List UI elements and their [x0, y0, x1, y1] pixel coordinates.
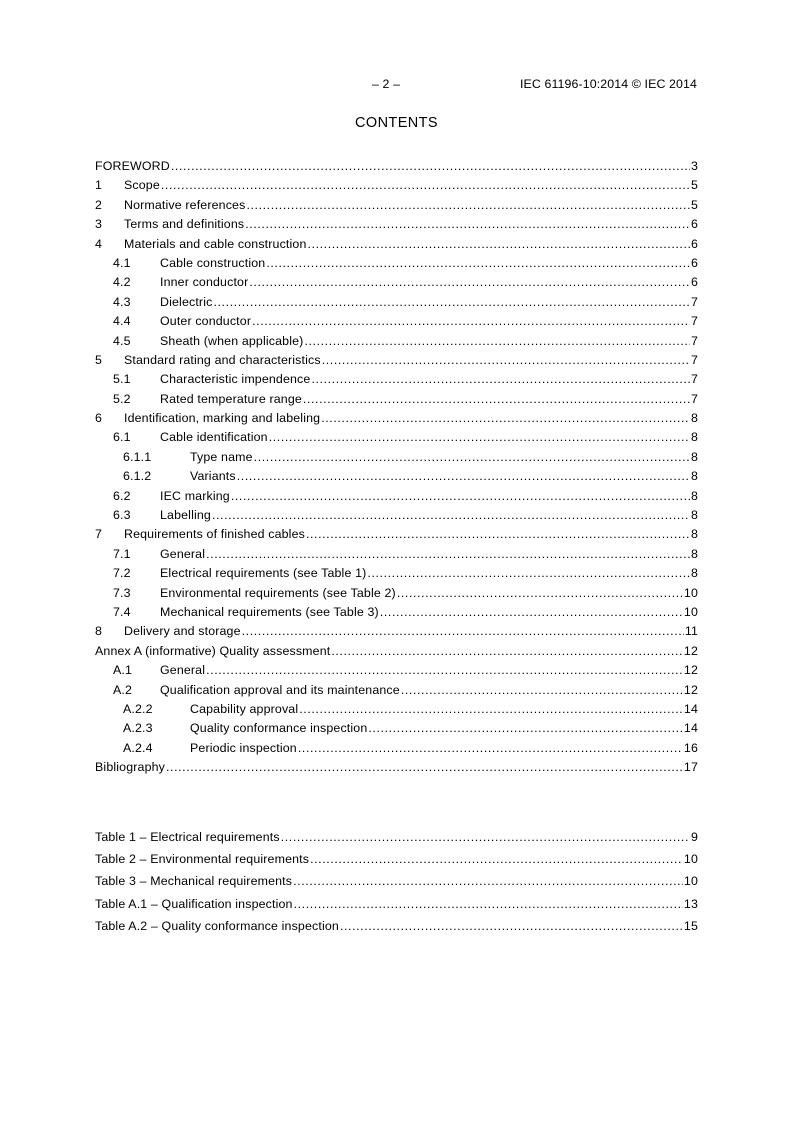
toc-entry-title: FOREWORD — [95, 159, 170, 173]
toc-entry-number: 5.2 — [113, 391, 131, 406]
toc-entry[interactable] — [95, 700, 698, 719]
dot-leader — [294, 893, 683, 915]
toc-entry-number: 7 — [95, 527, 103, 542]
toc-entry[interactable] — [95, 273, 698, 292]
toc-entry[interactable] — [95, 622, 698, 641]
toc-entry[interactable] — [95, 235, 698, 254]
dot-leader — [298, 739, 683, 758]
toc-entry-number: 4 — [95, 236, 103, 251]
table-entry-title: Table 1 – Electrical requirements — [95, 830, 280, 844]
table-entry-title: Table 2 – Environmental requirements — [95, 852, 310, 867]
toc-entry-page: 8 — [690, 430, 698, 445]
toc-entry[interactable] — [95, 293, 698, 312]
toc-entry-number: 6.1.2 — [123, 469, 152, 484]
toc-entry-page: 7 — [690, 314, 698, 329]
toc-entry-title: Annex A (informative) Quality assessment — [95, 643, 331, 658]
dot-leader — [303, 390, 690, 409]
toc-entry-number: A.2.4 — [123, 740, 153, 755]
dot-leader — [401, 681, 683, 700]
toc-entry-number: 6.2 — [113, 488, 131, 503]
toc-entry-page: 5 — [690, 197, 698, 212]
toc-entry-number: 7.3 — [113, 585, 131, 600]
toc-entry-title: Characteristic impendence — [160, 372, 311, 387]
toc-entry-number: 6 — [95, 411, 103, 426]
dot-leader — [304, 332, 690, 351]
toc-entry-number: A.2.2 — [123, 701, 153, 716]
table-list-entry[interactable] — [95, 826, 698, 848]
toc-entry[interactable] — [95, 370, 698, 389]
table-entry-page: 10 — [683, 852, 698, 867]
table-list-entry[interactable] — [95, 915, 698, 937]
toc-entry-title: Sheath (when applicable) — [160, 333, 304, 348]
toc-entry[interactable] — [95, 506, 698, 525]
table-of-contents — [95, 157, 698, 778]
toc-entry-page: 16 — [683, 740, 698, 755]
toc-entry-number: 8 — [95, 624, 103, 639]
toc-entry[interactable] — [95, 525, 698, 544]
toc-entry[interactable] — [95, 332, 698, 351]
toc-entry[interactable] — [95, 545, 698, 564]
dot-leader — [306, 525, 690, 544]
toc-entry-number: 5 — [95, 352, 103, 367]
table-entry-title: Table A.2 – Quality conformance inspection — [95, 918, 339, 933]
toc-entry-title: Normative references — [124, 197, 246, 212]
toc-entry-title: Identification, marking and labeling — [124, 411, 321, 426]
toc-entry-number: 3 — [95, 217, 103, 232]
dot-leader — [321, 409, 690, 428]
toc-entry-title: Variants — [190, 469, 236, 484]
toc-entry[interactable] — [95, 487, 698, 506]
dot-leader — [322, 351, 690, 370]
toc-entry-page: 8 — [690, 449, 698, 464]
toc-entry[interactable] — [95, 719, 698, 738]
toc-entry-title: General — [160, 546, 206, 561]
toc-entry-number: 4.5 — [113, 333, 131, 348]
dot-leader — [308, 235, 690, 254]
table-entry-page: 13 — [683, 896, 698, 911]
toc-entry-page: 6 — [690, 217, 698, 232]
toc-entry[interactable] — [95, 758, 698, 777]
dot-leader — [166, 758, 683, 777]
dot-leader — [269, 428, 690, 447]
toc-entry-number: 5.1 — [113, 372, 131, 387]
toc-entry[interactable] — [95, 176, 698, 195]
toc-entry-title: Scope — [124, 178, 160, 193]
toc-entry[interactable] — [95, 661, 698, 680]
toc-entry-number: A.1 — [113, 663, 133, 678]
toc-entry[interactable] — [95, 254, 698, 273]
toc-entry-title: Periodic inspection — [190, 740, 297, 755]
toc-entry-title: Type name — [190, 449, 253, 464]
toc-entry-page: 10 — [683, 604, 698, 619]
table-entry-page: 15 — [683, 918, 698, 933]
toc-entry-title: Inner conductor — [160, 275, 249, 290]
toc-entry-title: Labelling — [160, 508, 211, 523]
toc-entry-page: 3 — [690, 159, 698, 173]
toc-entry[interactable] — [95, 584, 698, 603]
toc-entry-page: 11 — [684, 624, 698, 639]
table-entry-page: 9 — [690, 830, 698, 844]
dot-leader — [237, 467, 690, 486]
toc-entry-title: Dielectric — [160, 294, 213, 309]
toc-entry-number: 4.3 — [113, 294, 131, 309]
dot-leader — [367, 564, 690, 583]
toc-entry-page: 8 — [690, 469, 698, 484]
toc-entry[interactable] — [95, 409, 698, 428]
toc-entry-page: 8 — [690, 488, 698, 503]
toc-entry-title: Qualification approval and its maintenance — [160, 682, 400, 697]
dot-leader — [213, 293, 690, 312]
toc-entry-number: 7.4 — [113, 604, 131, 619]
toc-entry-number: 7.1 — [113, 546, 131, 561]
table-list-entry[interactable] — [95, 870, 698, 892]
toc-entry-title: IEC marking — [160, 488, 230, 503]
table-entry-title: Table 3 – Mechanical requirements — [95, 874, 293, 889]
table-entry-page: 10 — [683, 874, 698, 889]
toc-entry-number: 6.3 — [113, 508, 131, 523]
toc-entry-page: 12 — [683, 682, 698, 697]
toc-entry-page: 5 — [690, 178, 698, 193]
toc-entry[interactable] — [95, 351, 698, 370]
toc-entry[interactable] — [95, 739, 698, 758]
toc-entry-title: General — [160, 663, 206, 678]
toc-entry[interactable] — [95, 448, 698, 467]
dot-leader — [397, 584, 683, 603]
toc-entry-title: Requirements of finished cables — [124, 527, 305, 542]
toc-entry-page: 6 — [690, 275, 698, 290]
toc-entry[interactable] — [95, 428, 698, 447]
page-number: – 2 – — [372, 77, 401, 91]
dot-leader — [340, 915, 683, 937]
dot-leader — [299, 700, 683, 719]
table-entry-title: Table A.1 – Qualification inspection — [95, 896, 293, 911]
dot-leader — [293, 870, 683, 892]
toc-entry-number: 1 — [95, 178, 103, 193]
toc-entry-number: 4.4 — [113, 314, 131, 329]
toc-entry-page: 7 — [690, 352, 698, 367]
dot-leader — [310, 848, 683, 870]
toc-entry-page: 12 — [683, 663, 698, 678]
toc-entry-title: Outer conductor — [160, 314, 252, 329]
toc-entry-title: Capability approval — [190, 701, 299, 716]
dot-leader — [242, 622, 684, 641]
toc-entry-number: 7.2 — [113, 566, 131, 581]
toc-entry-number: 2 — [95, 197, 103, 212]
toc-entry-title: Delivery and storage — [124, 624, 241, 639]
toc-entry[interactable] — [95, 312, 698, 331]
toc-entry[interactable] — [95, 642, 698, 661]
toc-entry-number: A.2 — [113, 682, 133, 697]
dot-leader — [171, 157, 690, 176]
toc-entry-title: Electrical requirements (see Table 1) — [160, 566, 367, 581]
toc-entry-number: A.2.3 — [123, 721, 153, 736]
toc-entry-title: Rated temperature range — [160, 391, 302, 406]
toc-entry-page: 8 — [690, 527, 698, 542]
dot-leader — [368, 719, 683, 738]
list-of-tables — [95, 826, 698, 937]
toc-entry-page: 14 — [683, 721, 698, 736]
toc-entry[interactable] — [95, 215, 698, 234]
dot-leader — [254, 448, 690, 467]
toc-entry-title: Mechanical requirements (see Table 3) — [160, 604, 379, 619]
toc-entry[interactable] — [95, 603, 698, 622]
toc-entry-title: Materials and cable construction — [124, 236, 307, 251]
toc-entry-title: Quality conformance inspection — [190, 721, 368, 736]
table-list-entry[interactable] — [95, 893, 698, 915]
toc-entry[interactable] — [95, 390, 698, 409]
dot-leader — [380, 603, 683, 622]
toc-entry-title: Cable identification — [160, 430, 268, 445]
toc-entry-page: 17 — [683, 760, 698, 775]
document-id: IEC 61196-10:2014 © IEC 2014 — [519, 77, 697, 91]
dot-leader — [212, 506, 690, 525]
toc-entry-page: 6 — [690, 236, 698, 251]
toc-entry[interactable] — [95, 467, 698, 486]
toc-entry-page: 7 — [690, 294, 698, 309]
toc-entry-number: 4.2 — [113, 275, 131, 290]
toc-entry-page: 12 — [683, 643, 698, 658]
dot-leader — [266, 254, 690, 273]
dot-leader — [161, 176, 690, 195]
toc-entry-page: 7 — [690, 333, 698, 348]
dot-leader — [231, 487, 690, 506]
toc-entry-number: 4.1 — [113, 255, 131, 270]
toc-entry[interactable] — [95, 681, 698, 700]
toc-entry[interactable] — [95, 157, 698, 176]
toc-entry[interactable] — [95, 564, 698, 583]
toc-entry-page: 7 — [690, 391, 698, 406]
toc-entry-page: 8 — [690, 508, 698, 523]
toc-entry-page: 7 — [690, 372, 698, 387]
toc-entry-page: 8 — [690, 411, 698, 426]
toc-entry-page: 8 — [690, 546, 698, 561]
dot-leader — [249, 273, 690, 292]
contents-title: CONTENTS — [355, 115, 438, 131]
toc-entry-title: Cable construction — [160, 255, 266, 270]
dot-leader — [281, 826, 690, 848]
toc-entry-title: Environmental requirements (see Table 2) — [160, 585, 396, 600]
toc-entry-page: 8 — [690, 566, 698, 581]
toc-entry[interactable] — [95, 196, 698, 215]
toc-entry-title: Terms and definitions — [124, 217, 245, 232]
dot-leader — [252, 312, 690, 331]
dot-leader — [206, 661, 683, 680]
toc-entry-title: Standard rating and characteristics — [124, 352, 321, 367]
toc-entry-page: 10 — [683, 585, 698, 600]
dot-leader — [206, 545, 690, 564]
dot-leader — [311, 370, 690, 389]
toc-entry-number: 6.1.1 — [123, 449, 152, 464]
dot-leader — [245, 215, 690, 234]
toc-entry-title: Bibliography — [95, 760, 165, 775]
table-list-entry[interactable] — [95, 848, 698, 870]
toc-entry-number: 6.1 — [113, 430, 131, 445]
dot-leader — [246, 196, 690, 215]
toc-entry-page: 6 — [690, 255, 698, 270]
dot-leader — [331, 642, 683, 661]
toc-entry-page: 14 — [683, 701, 698, 716]
